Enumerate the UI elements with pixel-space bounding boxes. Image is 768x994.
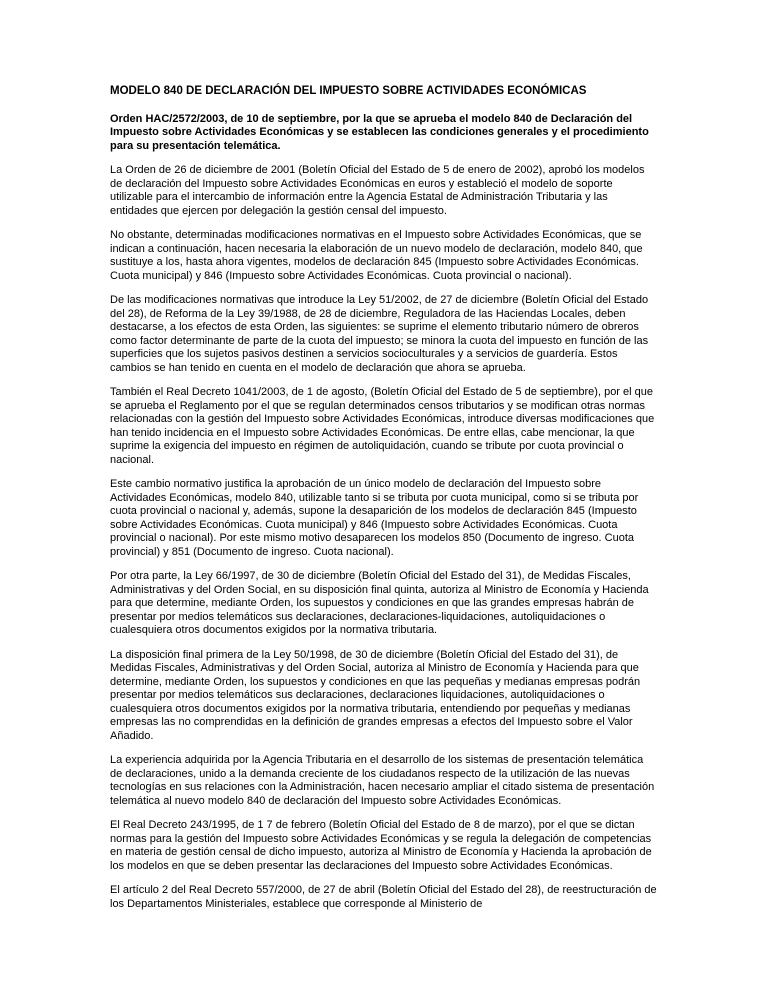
paragraph: Por otra parte, la Ley 66/1997, de 30 de diciembre (Boletín Oficial del Estado del 31), de Medidas Fiscales, Administrativas y del Orden Social, en su disposición final quinta, autoriza al Ministro de Economía y Hacienda para que determine, mediante Orden, los supuestos y condiciones en que las grandes empresas habrán de presentar por medios telemáticos sus declaraciones, declaraciones-liquidaciones, autoliquidaciones o cualesquiera otros documentos exigidos por la normativa tributaria. xyxy=(110,570,649,636)
paragraph: El artículo 2 del Real Decreto 557/2000, de 27 de abril (Boletín Oficial del Estado del 28), de reestructuración de los Departamentos Ministeriales, establece que corresponde al Ministerio de xyxy=(110,884,657,910)
paragraph: Este cambio normativo justifica la aprobación de un único modelo de declaración del Impuesto sobre Actividades Económicas, modelo 840, utilizable tanto si se tributa por cuota municipal, como si se tributa por cuota provincial o nacional y, además, supone la desaparición de los modelos de declaración 845 (Impuesto sobre Actividades Económicas. Cuota municipal) y 846 (Impuesto sobre Actividades Económicas. Cuota provincial o nacional). Por este mismo motivo desaparecen los modelos 850 (Documento de ingreso. Cuota provincial) y 851 (Documento de ingreso. Cuota nacional). xyxy=(110,478,639,558)
document-subtitle: Orden HAC/2572/2003, de 10 de septiembre, por la que se aprueba el modelo 840 de Declaración del Impuesto sobre Actividades Económicas y se establecen las condiciones generales y el procedimiento para su presentación telemática. xyxy=(110,112,649,152)
document-title: MODELO 840 DE DECLARACIÓN DEL IMPUESTO SOBRE ACTIVIDADES ECONÓMICAS xyxy=(110,85,587,97)
paragraph: La Orden de 26 de diciembre de 2001 (Boletín Oficial del Estado de 5 de enero de 2002), aprobó los modelos de declaración del Impuesto sobre Actividades Económicas en euros y estableció el modelo de soporte utilizable para el intercambio de información entre la Agencia Estatal de Administración Tributaria y las entidades que ejercen por delegación la gestión censal del impuesto. xyxy=(110,164,645,217)
paragraph: La experiencia adquirida por la Agencia Tributaria en el desarrollo de los sistemas de presentación telemática de declaraciones, unido a la demanda creciente de los ciudadanos respecto de la utilización de las nuevas tecnologías en sus relaciones con la Administración, hacen necesario ampliar el citado sistema de presentación telemática al nuevo modelo 840 de declaración del Impuesto sobre Actividades Económicas. xyxy=(110,754,655,807)
paragraph: La disposición final primera de la Ley 50/1998, de 30 de diciembre (Boletín Oficial del Estado del 31), de Medidas Fiscales, Administrativas y del Orden Social, autoriza al Ministro de Economía y Hacienda para que determine, mediante Orden, los supuestos y condiciones en que las pequeñas y medianas empresas podrán presentar por medios telemáticos sus declaraciones, declaraciones liquidaciones, autoliquidaciones o cualesquiera otros documentos exigidos por la normativa tributaria, entendiendo por pequeñas y medianas empresas las no comprendidas en la definición de grandes empresas a efectos del Impuesto sobre el Valor Añadido. xyxy=(110,648,641,742)
paragraph: No obstante, determinadas modificaciones normativas en el Impuesto sobre Actividades Económicas, que se indican a continuación, hacen necesaria la elaboración de un nuevo modelo de declaración, modelo 840, que sustituye a los, hasta ahora vigentes, modelos de declaración 845 (Impuesto sobre Actividades Económicas. Cuota municipal) y 846 (Impuesto sobre Actividades Económicas. Cuota provincial o nacional). xyxy=(110,229,643,282)
paragraph: También el Real Decreto 1041/2003, de 1 de agosto, (Boletín Oficial del Estado de 5 de septiembre), por el que se aprueba el Reglamento por el que se regulan determinados censos tributarios y se modifican otras normas relacionadas con la gestión del Impuesto sobre Actividades Económicas, introduce diversas modificaciones que han tenido incidencia en el Impuesto sobre Actividades Económicas. De entre ellas, cabe mencionar, la que suprime la exigencia del impuesto en régimen de autoliquidación, cuando se tribute por cuota provincial o nacional. xyxy=(110,386,655,466)
paragraph: De las modificaciones normativas que introduce la Ley 51/2002, de 27 de diciembre (Boletín Oficial del Estado del 28), de Reforma de la Ley 39/1988, de 28 de diciembre, Reguladora de las Haciendas Locales, deben destacarse, a los efectos de esta Orden, las siguientes: se suprime el elemento tributario número de obreros como factor determinante de parte de la cuota del impuesto; se minora la cuota del impuesto en función de las superficies que los sujetos pasivos destinen a servicios socioculturales y a servicios de guardería. Estos cambios se han tenido en cuenta en el modelo de declaración que ahora se aprueba. xyxy=(110,294,649,374)
document-body xyxy=(110,164,658,911)
paragraph: El Real Decreto 243/1995, de 1 7 de febrero (Boletín Oficial del Estado de 8 de marzo), por el que se dictan normas para la gestión del Impuesto sobre Actividades Económicas y se regula la delegación de competencias en materia de gestión censal de dicho impuesto, autoriza al Ministro de Economía y Hacienda la aprobación de los modelos en que se deben presentar las declaraciones del Impuesto sobre Actividades Económicas. xyxy=(110,819,652,872)
